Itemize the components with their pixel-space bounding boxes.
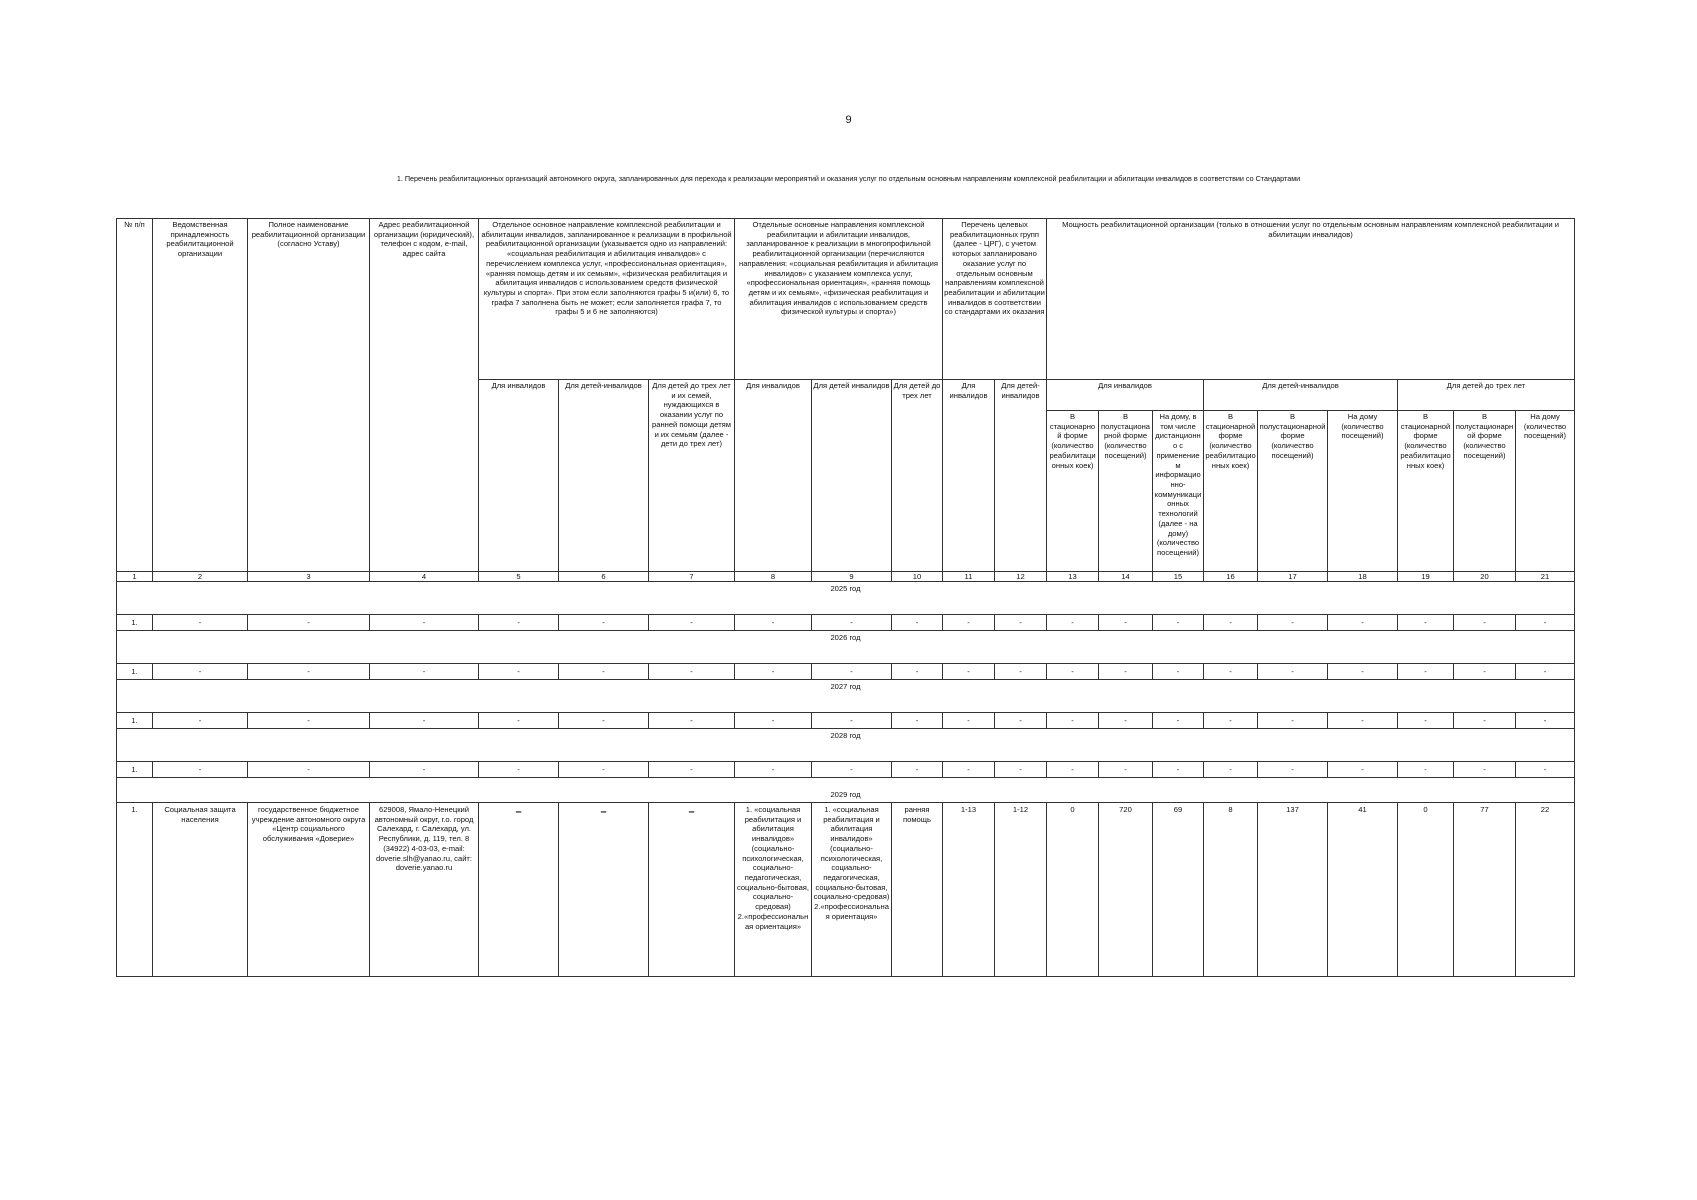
table-cell: - xyxy=(1258,762,1328,778)
table-cell: - xyxy=(1258,615,1328,631)
table-cell: - xyxy=(943,664,995,680)
column-number: 9 xyxy=(812,572,892,582)
table-cell: - xyxy=(995,664,1047,680)
table-cell: - xyxy=(559,713,649,729)
table-header xyxy=(117,219,1575,582)
header-cell-19: В стационарной форме (количество реабилитационных коек) xyxy=(1398,411,1454,572)
table-cell: - xyxy=(1153,664,1204,680)
header-cell-4: Адрес реабилитационной организации (юридический), телефон с кодом, e-mail, адрес сайта xyxy=(370,219,479,572)
header-sub-19-21: Для детей до трех лет xyxy=(1398,380,1575,411)
table-cell: ранняя помощь xyxy=(892,803,943,977)
table-cell: - xyxy=(370,762,479,778)
table-cell: - xyxy=(892,615,943,631)
table-cell: - xyxy=(812,762,892,778)
table-cell: - xyxy=(1047,664,1099,680)
table-row xyxy=(117,615,1575,631)
table-cell: - xyxy=(1398,762,1454,778)
table-cell: - xyxy=(735,713,812,729)
document-title: 1. Перечень реабилитационных организаций автономного округа, запланированных для перехода к реализации мероприятий и оказания услуг по отдельным основным направлениям комплексной реабилитации и абилитации инвалидов в соответствии со Стандартами xyxy=(396,174,1301,183)
header-cell-2: Ведомственная принадлежность реабилитационной организации xyxy=(153,219,248,572)
header-cell-18: На дому (количество посещений) xyxy=(1328,411,1398,572)
table-cell: - xyxy=(892,713,943,729)
header-group-11-12: Перечень целевых реабилитационных групп (далее - ЦРГ), с учетом которых запланировано оказание услуг по отдельным основным направлениям комплексной реабилитации и абилитации инвалидов в соответствии со стандартами их оказания xyxy=(943,219,1047,380)
table-cell: - xyxy=(1454,713,1516,729)
year-heading: 2025 год xyxy=(117,582,1575,601)
table-cell: - xyxy=(1099,664,1153,680)
header-cell-5: Для инвалидов xyxy=(479,380,559,572)
table-cell: - xyxy=(1204,664,1258,680)
year-heading-row xyxy=(117,778,1575,803)
table-row xyxy=(117,664,1575,680)
header-cell-15: На дому, в том числе дистанционно с применением информационно-коммуникационных технологий (далее - на дому) (количество посещений) xyxy=(1153,411,1204,572)
table-cell: - xyxy=(1516,615,1575,631)
table-cell: 0 xyxy=(1047,803,1099,977)
table-cell: - xyxy=(649,713,735,729)
table-cell: 1. «социальная реабилитация и абилитация инвалидов» (социально-психологическая, социально-педагогическая, социально-бытовая, социально-средовая) 2.«профессиональная ориентация» xyxy=(812,803,892,977)
header-cell-14: В полустационарной форме (количество посещений) xyxy=(1099,411,1153,572)
table-cell: 137 xyxy=(1258,803,1328,977)
header-cell-1: № п/п xyxy=(117,219,153,572)
column-number: 11 xyxy=(943,572,995,582)
column-number: 18 xyxy=(1328,572,1398,582)
table-cell: - xyxy=(1516,713,1575,729)
table-cell: 1. «социальная реабилитация и абилитация инвалидов» (социально-психологическая, социально-педагогическая, социально-бытовая, социально-средовая) 2.«профессиональная ориентация» xyxy=(735,803,812,977)
table-cell: - xyxy=(943,713,995,729)
column-number: 20 xyxy=(1454,572,1516,582)
table-cell: - xyxy=(153,664,248,680)
table-cell: 1. xyxy=(117,803,153,977)
table-cell: - xyxy=(1398,713,1454,729)
table-cell: 22 xyxy=(1516,803,1575,977)
table-cell: - xyxy=(892,762,943,778)
spacer-cell xyxy=(117,747,1575,762)
header-cell-7: Для детей до трех лет и их семей, нуждающихся в оказании услуг по ранней помощи детям и их семьям (далее - дети до трех лет) xyxy=(649,380,735,572)
column-number-row xyxy=(117,572,1575,582)
header-cell-11: Для инвалидов xyxy=(943,380,995,572)
spacer-cell xyxy=(117,600,1575,615)
table-cell: - xyxy=(1454,615,1516,631)
table-cell: - xyxy=(649,615,735,631)
header-cell-9: Для детей инвалидов xyxy=(812,380,892,572)
table-cell: - xyxy=(1258,713,1328,729)
table-cell: - xyxy=(1099,762,1153,778)
table-cell: - xyxy=(1204,762,1258,778)
header-cell-12: Для детей-инвалидов xyxy=(995,380,1047,572)
table-cell: - xyxy=(248,664,370,680)
table-cell: 1. xyxy=(117,664,153,680)
table-cell: 77 xyxy=(1454,803,1516,977)
spacer-cell xyxy=(117,698,1575,713)
page-number: 9 xyxy=(845,114,852,126)
table-cell: - xyxy=(1099,615,1153,631)
table-cell: - xyxy=(1398,664,1454,680)
spacer-row xyxy=(117,747,1575,762)
header-cell-17: В полустационарной форме (количество посещений) xyxy=(1258,411,1328,572)
table-cell: - xyxy=(1047,713,1099,729)
year-heading-row xyxy=(117,680,1575,699)
column-number: 7 xyxy=(649,572,735,582)
rehab-organizations-table xyxy=(116,218,1575,977)
header-cell-13: В стационарной форме (количество реабилитационных коек) xyxy=(1047,411,1099,572)
table-cell: – xyxy=(649,803,735,977)
year-heading-row xyxy=(117,729,1575,748)
table-cell: - xyxy=(153,762,248,778)
column-number: 6 xyxy=(559,572,649,582)
table-cell: - xyxy=(943,615,995,631)
header-sub-16-18: Для детей-инвалидов xyxy=(1204,380,1398,411)
table-cell: - xyxy=(370,615,479,631)
spacer-row xyxy=(117,649,1575,664)
header-cell-6: Для детей-инвалидов xyxy=(559,380,649,572)
table-cell: 0 xyxy=(1398,803,1454,977)
column-number: 2 xyxy=(153,572,248,582)
header-cell-3: Полное наименование реабилитационной организации (согласно Уставу) xyxy=(248,219,370,572)
table-cell: 41 xyxy=(1328,803,1398,977)
table-cell: - xyxy=(995,615,1047,631)
year-2029-section xyxy=(117,778,1575,977)
column-number: 15 xyxy=(1153,572,1204,582)
table-cell: государственное бюджетное учреждение автономного округа «Центр социального обслуживания «Доверие» xyxy=(248,803,370,977)
table-cell: - xyxy=(1328,615,1398,631)
table-cell: - xyxy=(1204,713,1258,729)
table-cell: - xyxy=(479,762,559,778)
table-cell: - xyxy=(1328,664,1398,680)
table-cell: - xyxy=(1204,615,1258,631)
year-rows xyxy=(117,582,1575,778)
header-cell-20: В полустационарной форме (количество посещений) xyxy=(1454,411,1516,572)
table-cell: - xyxy=(1047,615,1099,631)
table-cell: – xyxy=(479,803,559,977)
table-cell: - xyxy=(1153,762,1204,778)
table-cell: - xyxy=(1153,713,1204,729)
table-cell: - xyxy=(649,664,735,680)
table-cell: - xyxy=(892,664,943,680)
table-cell: 1-12 xyxy=(995,803,1047,977)
table-cell: - xyxy=(1454,762,1516,778)
table-cell: - xyxy=(370,664,479,680)
year-heading: 2029 год xyxy=(117,778,1575,803)
table-row xyxy=(117,762,1575,778)
table-cell: - xyxy=(812,713,892,729)
spacer-cell xyxy=(117,649,1575,664)
header-sub-13-15: Для инвалидов xyxy=(1047,380,1204,411)
table-row xyxy=(117,713,1575,729)
table-cell: - xyxy=(1258,664,1328,680)
rehab-organizations-table-wrapper xyxy=(116,218,1574,977)
header-group-5-7: Отдельное основное направление комплексной реабилитации и абилитации инвалидов, запланированное к реализации в профильной реабилитационной организации (указывается одно из направлений: «социальная реабилитация и абилитация инвалидов» с перечислением комплекса услуг, «профессиональная ориентация», «ранняя помощь детям и их семьям», «физическая реабилитация и абилитация инвалидов с использованием средств физической культуры и спорта». При этом если заполняются графы 5 и(или) 6, то графа 7 заполнена быть не может; если заполняется графа 7, то графы 5 и 6 не заполняются) xyxy=(479,219,735,380)
column-number: 12 xyxy=(995,572,1047,582)
table-cell: 720 xyxy=(1099,803,1153,977)
year-heading: 2028 год xyxy=(117,729,1575,748)
table-cell: – xyxy=(559,803,649,977)
year-heading: 2026 год xyxy=(117,631,1575,650)
table-cell: 1. xyxy=(117,762,153,778)
table-cell: Социальная защита населения xyxy=(153,803,248,977)
column-number: 10 xyxy=(892,572,943,582)
table-cell: - xyxy=(735,615,812,631)
table-row xyxy=(117,803,1575,977)
table-cell: - xyxy=(1398,615,1454,631)
table-cell: - xyxy=(1099,713,1153,729)
column-number: 8 xyxy=(735,572,812,582)
table-cell: - xyxy=(812,615,892,631)
column-number: 19 xyxy=(1398,572,1454,582)
table-cell: - xyxy=(812,664,892,680)
table-cell: - xyxy=(1516,762,1575,778)
table-cell: - xyxy=(479,713,559,729)
table-cell: - xyxy=(153,615,248,631)
spacer-row xyxy=(117,600,1575,615)
table-cell: - xyxy=(1328,713,1398,729)
table-cell: - xyxy=(1328,762,1398,778)
year-heading-row xyxy=(117,631,1575,650)
table-cell: - xyxy=(735,664,812,680)
column-number: 14 xyxy=(1099,572,1153,582)
table-cell: 1. xyxy=(117,615,153,631)
column-number: 5 xyxy=(479,572,559,582)
spacer-row xyxy=(117,698,1575,713)
table-cell: - xyxy=(248,762,370,778)
table-cell: - xyxy=(735,762,812,778)
column-number: 13 xyxy=(1047,572,1099,582)
table-cell: - xyxy=(559,664,649,680)
year-heading: 2027 год xyxy=(117,680,1575,699)
table-cell: - xyxy=(370,713,479,729)
column-number: 3 xyxy=(248,572,370,582)
table-cell: - xyxy=(248,615,370,631)
column-number: 4 xyxy=(370,572,479,582)
header-cell-16: В стационарной форме (количество реабилитационных коек) xyxy=(1204,411,1258,572)
table-cell: - xyxy=(943,762,995,778)
table-cell: - xyxy=(1516,664,1575,680)
table-cell: - xyxy=(153,713,248,729)
table-cell: - xyxy=(248,713,370,729)
table-cell: 629008, Ямало-Ненецкий автономный округ, г.о. город Салехард, г. Салехард, ул. Республики, д. 119, тел. 8 (34922) 4-03-03, e-mail: doverie.slh@yanao.ru, сайт: doverie.yanao.ru xyxy=(370,803,479,977)
table-cell: - xyxy=(995,762,1047,778)
column-number: 17 xyxy=(1258,572,1328,582)
table-cell: - xyxy=(1047,762,1099,778)
table-cell: - xyxy=(649,762,735,778)
table-cell: - xyxy=(479,664,559,680)
header-cell-10: Для детей до трех лет xyxy=(892,380,943,572)
table-cell: 1. xyxy=(117,713,153,729)
table-cell: - xyxy=(559,762,649,778)
column-number: 16 xyxy=(1204,572,1258,582)
table-cell: - xyxy=(559,615,649,631)
header-group-13-21: Мощность реабилитационной организации (только в отношении услуг по отдельным основным направлениям комплексной реабилитации и абилитации инвалидов) xyxy=(1047,219,1575,380)
table-cell: - xyxy=(479,615,559,631)
table-cell: 8 xyxy=(1204,803,1258,977)
column-number: 1 xyxy=(117,572,153,582)
table-cell: 69 xyxy=(1153,803,1204,977)
header-cell-8: Для инвалидов xyxy=(735,380,812,572)
table-cell: 1-13 xyxy=(943,803,995,977)
table-cell: - xyxy=(1153,615,1204,631)
year-heading-row xyxy=(117,582,1575,601)
column-number: 21 xyxy=(1516,572,1575,582)
header-cell-21: На дому (количество посещений) xyxy=(1516,411,1575,572)
table-cell: - xyxy=(995,713,1047,729)
table-cell: - xyxy=(1454,664,1516,680)
header-group-8-10: Отдельные основные направления комплексной реабилитации и абилитации инвалидов, запланированное к реализации в многопрофильной реабилитационной организации (перечисляются направления: «социальная реабилитация и абилитация инвалидов» с указанием комплекса услуг, «профессиональная ориентация», «ранняя помощь детям и их семьям», «физическая реабилитация и абилитация инвалидов с использованием средств физической культуры и спорта») xyxy=(735,219,943,380)
